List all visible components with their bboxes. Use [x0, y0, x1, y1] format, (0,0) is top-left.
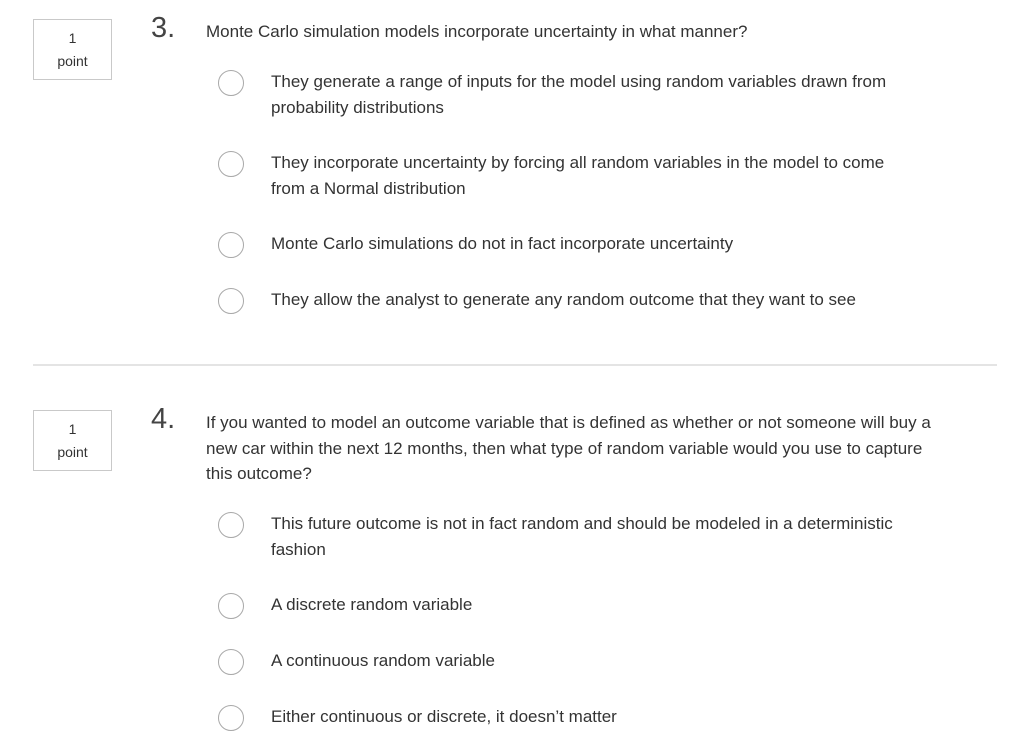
answer-option[interactable]: [218, 513, 938, 562]
question-text: Monte Carlo simulation models incorporate uncertainty in what manner?: [206, 22, 748, 41]
option-label: They generate a range of inputs for the model using random variables drawn from probability distributions: [271, 72, 887, 117]
answer-option[interactable]: [218, 594, 938, 619]
answer-option[interactable]: [218, 650, 938, 675]
question-number: 4.: [151, 403, 176, 435]
question-divider: [33, 364, 997, 366]
option-label: A continuous random variable: [271, 651, 495, 670]
option-label: They allow the analyst to generate any random outcome that they want to see: [271, 290, 856, 309]
answer-option[interactable]: [218, 152, 938, 201]
option-label: This future outcome is not in fact random and should be modeled in a deterministic fashion: [271, 514, 893, 559]
answer-option[interactable]: [218, 289, 938, 314]
option-label: Monte Carlo simulations do not in fact incorporate uncertainty: [271, 234, 734, 253]
points-value: 1: [68, 420, 77, 437]
radio-button[interactable]: [218, 593, 244, 619]
points-label: point: [57, 443, 88, 460]
radio-button[interactable]: [218, 512, 244, 538]
question-text: If you wanted to model an outcome variable that is defined as whether or not someone will buy a new car within the next 12 months, then what type of random variable would you use to capture this outcome?: [206, 413, 931, 483]
answer-option[interactable]: [218, 706, 938, 731]
answer-option[interactable]: [218, 71, 938, 120]
points-label: point: [57, 52, 88, 69]
radio-button[interactable]: [218, 705, 244, 731]
radio-button[interactable]: [218, 288, 244, 314]
points-box: [33, 410, 112, 471]
points-box: [33, 19, 112, 80]
radio-button[interactable]: [218, 232, 244, 258]
points-value: 1: [68, 29, 77, 46]
option-label: Either continuous or discrete, it doesn’t matter: [271, 707, 617, 726]
radio-button[interactable]: [218, 151, 244, 177]
option-label: They incorporate uncertainty by forcing all random variables in the model to come from a Normal distribution: [271, 153, 885, 198]
answer-option[interactable]: [218, 233, 938, 258]
radio-button[interactable]: [218, 649, 244, 675]
option-label: A discrete random variable: [271, 595, 473, 614]
radio-button[interactable]: [218, 70, 244, 96]
question-number: 3.: [151, 12, 176, 44]
